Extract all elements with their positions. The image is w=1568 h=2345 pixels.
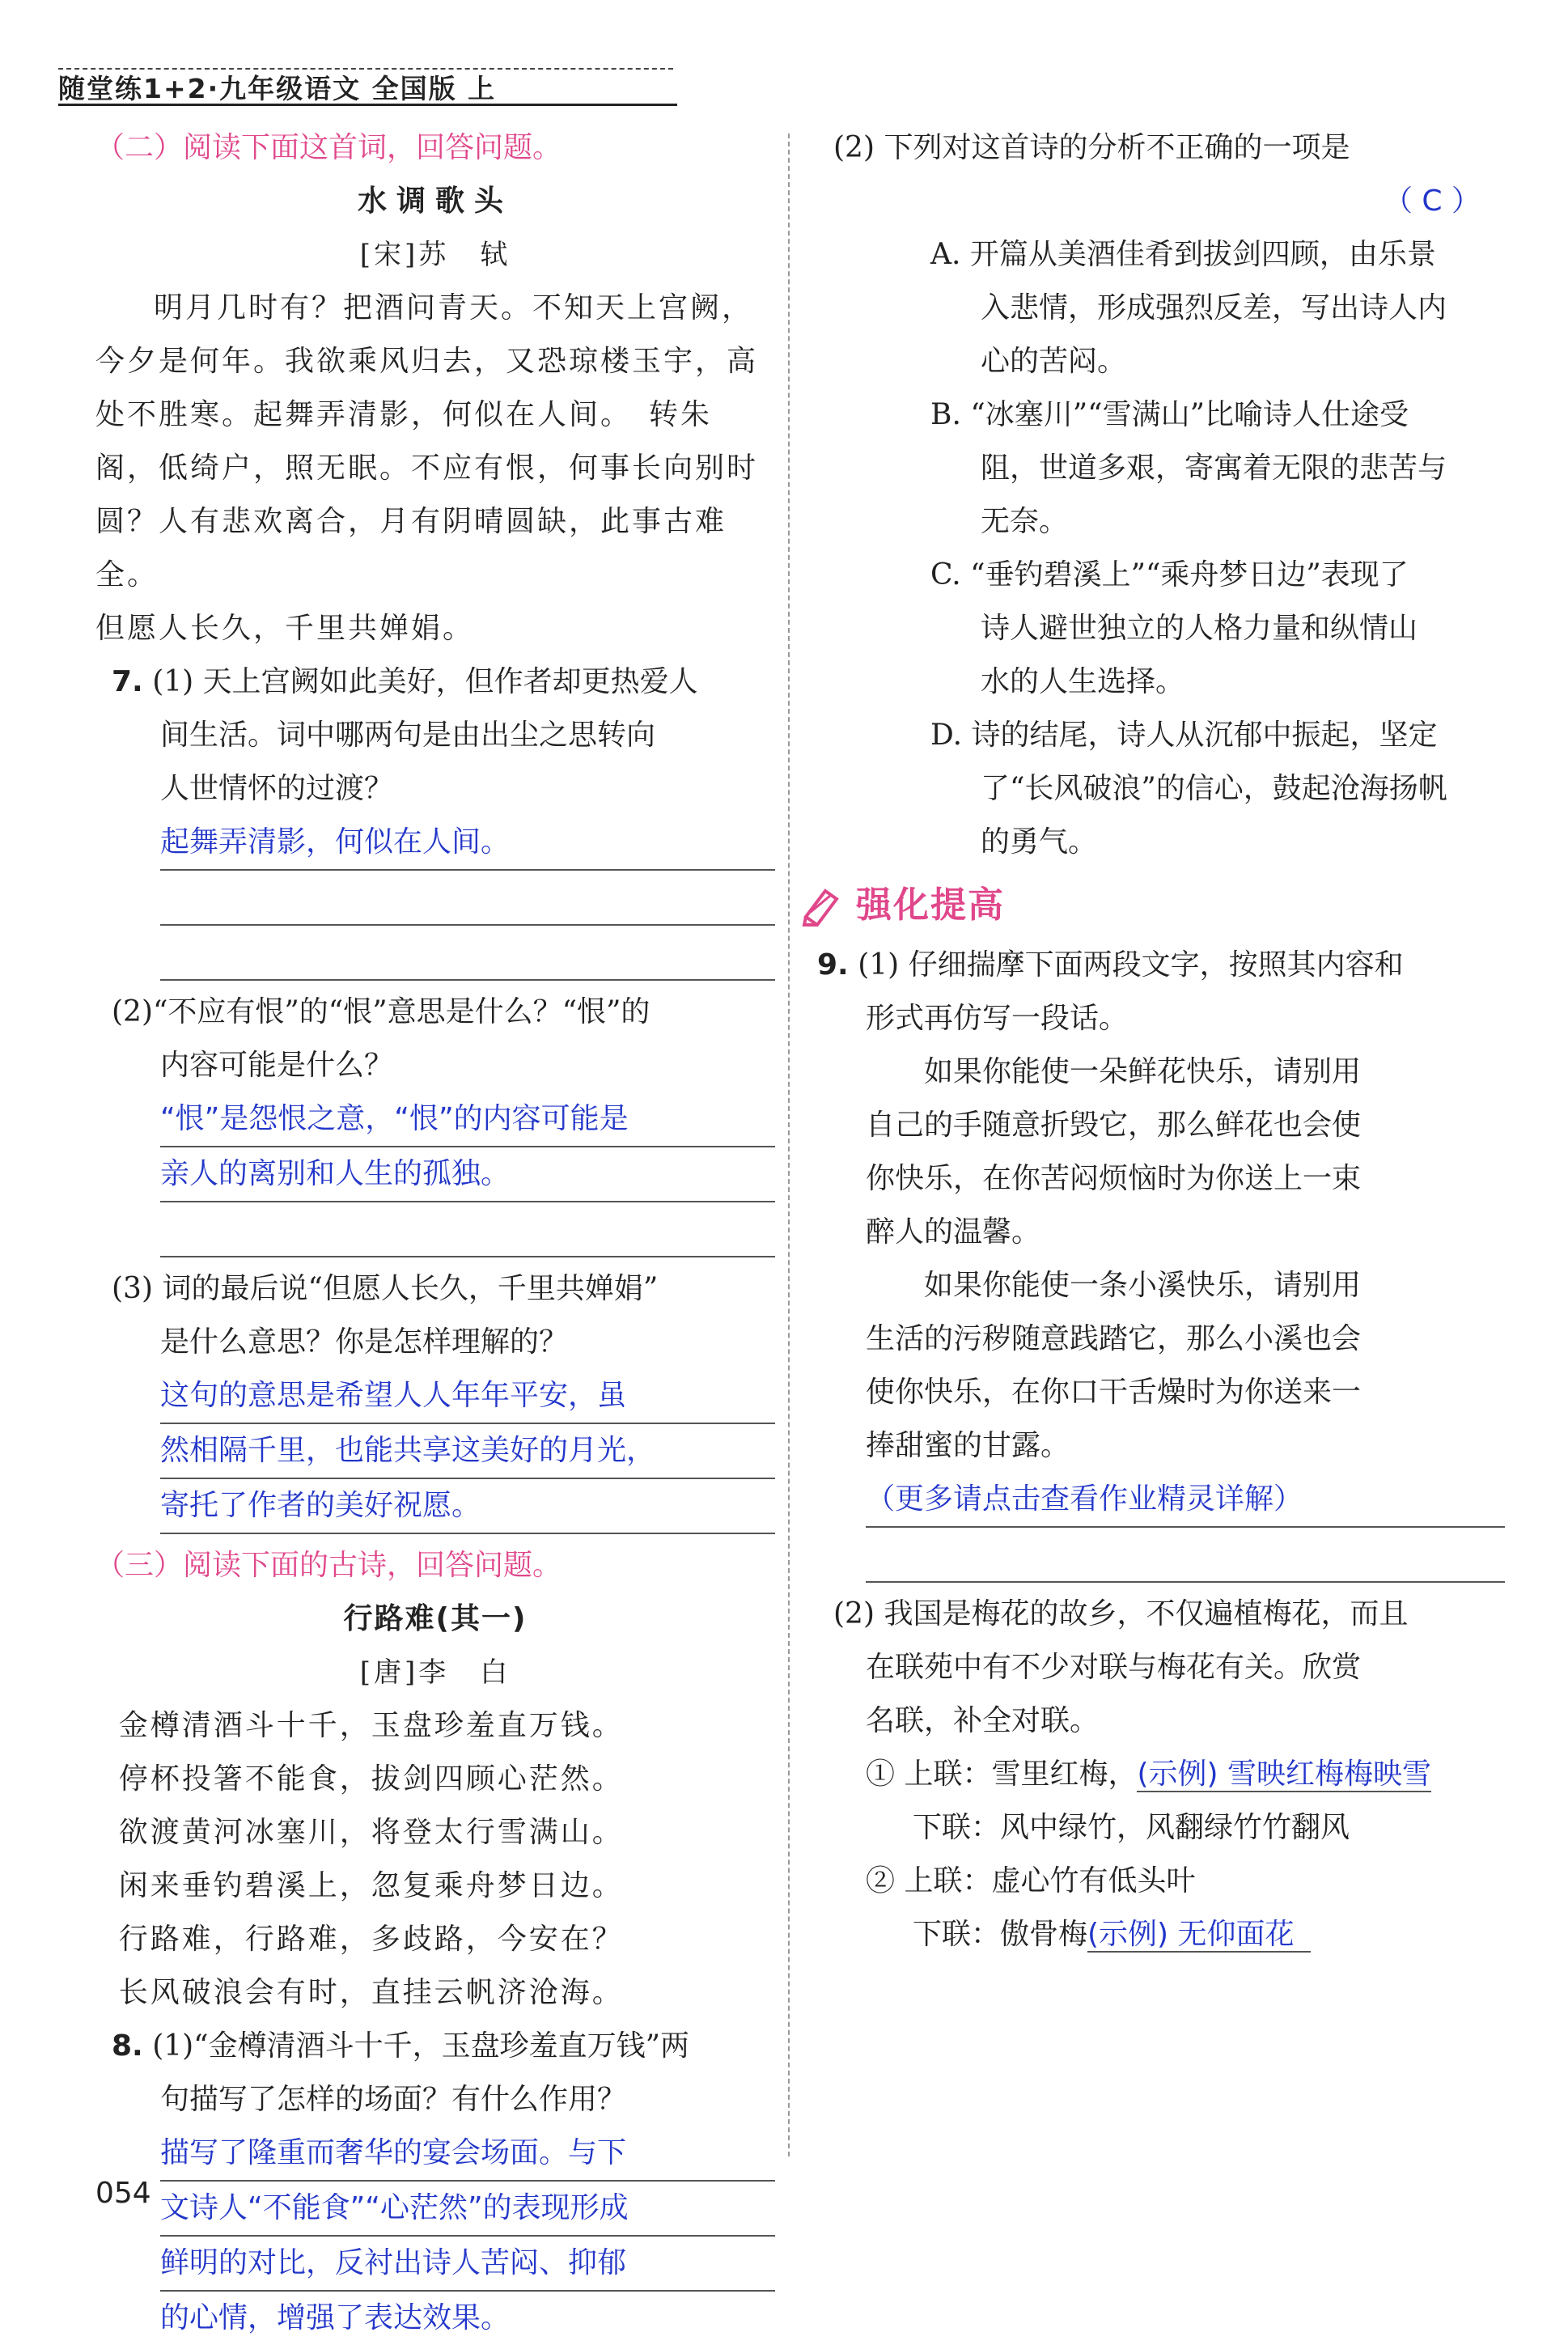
answer-line	[160, 1202, 775, 1257]
poem2-line: 金樽清酒斗十千，玉盘珍羞直万钱。	[118, 1709, 624, 1742]
q8-p1-answer: 鲜明的对比，反衬出诗人苦闷、抑郁	[160, 2237, 775, 2292]
poem2-body	[95, 1699, 775, 2020]
q8-p1-answer: 的心情，增强了表达效果。	[160, 2301, 511, 2334]
q9-p2-line: 名联，补全对联。	[866, 1704, 1100, 1737]
q7-p3-line: (3) 词的最后说“但愿人长久，千里共婵娟”	[112, 1272, 659, 1305]
couplet-text: ① 上联：雪里红梅，	[866, 1758, 1138, 1791]
q7-p2-answer: “恨”是怨恨之意，“恨”的内容可能是	[160, 1092, 775, 1147]
question-8	[112, 2020, 775, 2345]
para-line: 你快乐，在你苦闷烦恼时为你送上一束	[866, 1162, 1362, 1195]
option-label: C.	[930, 558, 961, 592]
right-column	[817, 121, 1505, 1961]
q8p2-answer: （ C ）	[1383, 184, 1481, 218]
option-line: 了“长风破浪”的信心，鼓起沧海扬帆	[981, 772, 1447, 805]
poem1-line: 阁，低绮户，照无眠。不应有恨，何事长向别时	[95, 452, 759, 485]
answer-line	[866, 1528, 1505, 1583]
para-line: 捧甜蜜的甘露。	[866, 1429, 1070, 1462]
option-line: 入悲情，形成强烈反差，写出诗人内	[981, 291, 1447, 324]
option-a	[930, 228, 1505, 388]
poem1-line: 处不胜寒。起舞弄清影，何似在人间。 转朱	[95, 398, 713, 431]
q9-para1	[817, 1045, 1505, 1259]
poem2-line: 闲来垂钓碧溪上，忽复乘舟梦日边。	[118, 1869, 624, 1902]
poem1-author: [宋]苏 轼	[359, 239, 511, 271]
q7-p1-line: 人世情怀的过渡？	[160, 772, 394, 805]
q7-number: 7.	[112, 665, 143, 698]
q7-p1-answer: 起舞弄清影，何似在人间。	[160, 816, 775, 871]
option-d	[930, 709, 1505, 869]
couplet-answer: (示例) 雪映红梅梅映雪	[1137, 1758, 1431, 1791]
option-label: A.	[930, 238, 961, 271]
section-title-text: 强化提高	[856, 884, 1005, 926]
question-9	[817, 939, 1505, 1961]
pencil-icon	[801, 884, 846, 927]
section3-heading: （三）阅读下面的古诗，回答问题。	[95, 1549, 562, 1582]
q8-p1-answer: 描写了隆重而奢华的宴会场面。与下	[160, 2127, 775, 2182]
option-line: “垂钓碧溪上”“乘舟梦日边”表现了	[970, 558, 1409, 592]
question-7	[112, 655, 775, 1534]
header-title: 随堂练1+2·九年级语文 全国版 上	[58, 73, 497, 104]
left-column	[95, 121, 775, 2345]
poem2-line: 行路难，行路难，多歧路，今安在？	[118, 1923, 624, 1956]
q7-p1-line: 间生活。词中哪两句是由出尘之思转向	[160, 719, 656, 752]
para-line: 如果你能使一条小溪快乐，请别用	[924, 1269, 1362, 1302]
option-line: 诗人避世独立的人格力量和纵情山	[981, 612, 1418, 645]
couplet-answer: (示例) 无仰面花	[1087, 1918, 1311, 1953]
q7-p2-answer: 亲人的离别和人生的孤独。	[160, 1147, 775, 1202]
header-rule	[58, 104, 677, 106]
option-line: 诗的结尾，诗人从沉郁中振起，坚定	[971, 719, 1438, 752]
option-label: D.	[930, 719, 963, 752]
option-c	[930, 549, 1505, 709]
section-title	[801, 879, 1505, 932]
q7-p3-line: 是什么意思？你是怎样理解的？	[160, 1325, 569, 1359]
para-line: 生活的污秽随意践踏它，那么小溪也会	[866, 1322, 1362, 1355]
q7-p2-line: 内容可能是什么？	[160, 1049, 394, 1082]
poem1-body	[95, 282, 775, 655]
q7-p2-line: (2)“不应有恨”的“恨”意思是什么？“恨”的	[112, 995, 651, 1028]
q8-p1-line: 句描写了怎样的场面？有什么作用？	[160, 2083, 627, 2116]
q9-p2-line: 在联苑中有不少对联与梅花有关。欣赏	[866, 1651, 1362, 1684]
couplet-2-lower	[817, 1908, 1505, 1961]
couplet-1-upper	[817, 1748, 1505, 1801]
q9-p1-answer: （更多请点击查看作业精灵详解）	[866, 1473, 1505, 1528]
section2-heading: （二）阅读下面这首词，回答问题。	[95, 131, 562, 164]
couplet-text: 下联：傲骨梅	[913, 1918, 1088, 1951]
q9-number: 9.	[817, 948, 849, 982]
option-b	[930, 388, 1505, 549]
poem2-line: 长风破浪会有时，直挂云帆济沧海。	[118, 1976, 624, 2009]
poem2-line: 欲渡黄河冰塞川，将登太行雪满山。	[118, 1816, 624, 1849]
poem2-title: 行路难(其一)	[343, 1602, 528, 1635]
page-number: 054	[95, 2177, 151, 2210]
q9-p1-line: 形式再仿写一段话。	[866, 1002, 1129, 1035]
option-line: 心的苦闷。	[981, 345, 1127, 378]
option-line: 水的人生选择。	[981, 665, 1185, 698]
poem1-line: 明月几时有？把酒问青天。不知天上宫阙，	[154, 291, 754, 324]
q7-p3-answer: 这句的意思是希望人人年年平安，虽	[160, 1369, 775, 1424]
q8-number: 8.	[112, 2029, 143, 2063]
para-line: 如果你能使一朵鲜花快乐，请别用	[924, 1055, 1362, 1088]
poem1-line: 但愿人长久，千里共婵娟。	[95, 612, 475, 645]
para-line: 自己的手随意折毁它，那么鲜花也会使	[866, 1109, 1362, 1142]
q7-p3-answer: 然相隔千里，也能共享这美好的月光，	[160, 1424, 775, 1479]
para-line: 醉人的温馨。	[866, 1215, 1041, 1249]
option-label: B.	[930, 398, 961, 431]
poem1-line: 今夕是何年。我欲乘风归去，又恐琼楼玉宇，高	[95, 345, 759, 378]
option-line: “冰塞川”“雪满山”比喻诗人仕途受	[970, 398, 1409, 431]
poem2-author: [唐]李 白	[359, 1656, 511, 1689]
poem1-line: 圆？人有悲欢离合，月有阴晴圆缺，此事古难全。	[95, 505, 727, 592]
answer-line	[160, 926, 775, 981]
q7-p1-line: (1) 天上宫阙如此美好，但作者却更热爱人	[152, 665, 698, 698]
q9-p1-line: (1) 仔细揣摩下面两段文字，按照其内容和	[858, 948, 1404, 982]
option-line: 阻，世道多艰，寄寓着无限的悲苦与	[981, 452, 1447, 485]
q7-p3-answer: 寄托了作者的美好祝愿。	[160, 1479, 775, 1534]
q8p2-stem: (2) 下列对这首诗的分析不正确的一项是	[833, 131, 1350, 164]
q8-p1-line: (1)“金樽清酒斗十千，玉盘珍羞直万钱”两	[152, 2029, 689, 2063]
q8-p1-answer: 文诗人“不能食”“心茫然”的表现形成	[160, 2182, 775, 2237]
answer-line	[160, 871, 775, 926]
option-line: 的勇气。	[981, 825, 1098, 859]
option-line: 无奈。	[981, 505, 1069, 538]
q9-para2	[817, 1259, 1505, 1473]
option-line: 开篇从美酒佳肴到拔剑四顾，由乐景	[969, 238, 1436, 271]
couplet-2-upper: ② 上联：虚心竹有低头叶	[866, 1864, 1196, 1898]
q9-p2-line: (2) 我国是梅花的故乡，不仅遍植梅花，而且	[833, 1597, 1409, 1630]
couplet-1-lower: 下联：风中绿竹，风翻绿竹竹翻风	[913, 1811, 1350, 1844]
q8p2-options	[817, 228, 1505, 869]
column-divider	[788, 134, 790, 2156]
para-line: 使你快乐，在你口干舌燥时为你送来一	[866, 1376, 1362, 1409]
poem2-line: 停杯投箸不能食，拔剑四顾心茫然。	[118, 1762, 624, 1796]
poem1-title: 水调歌头	[357, 184, 513, 218]
